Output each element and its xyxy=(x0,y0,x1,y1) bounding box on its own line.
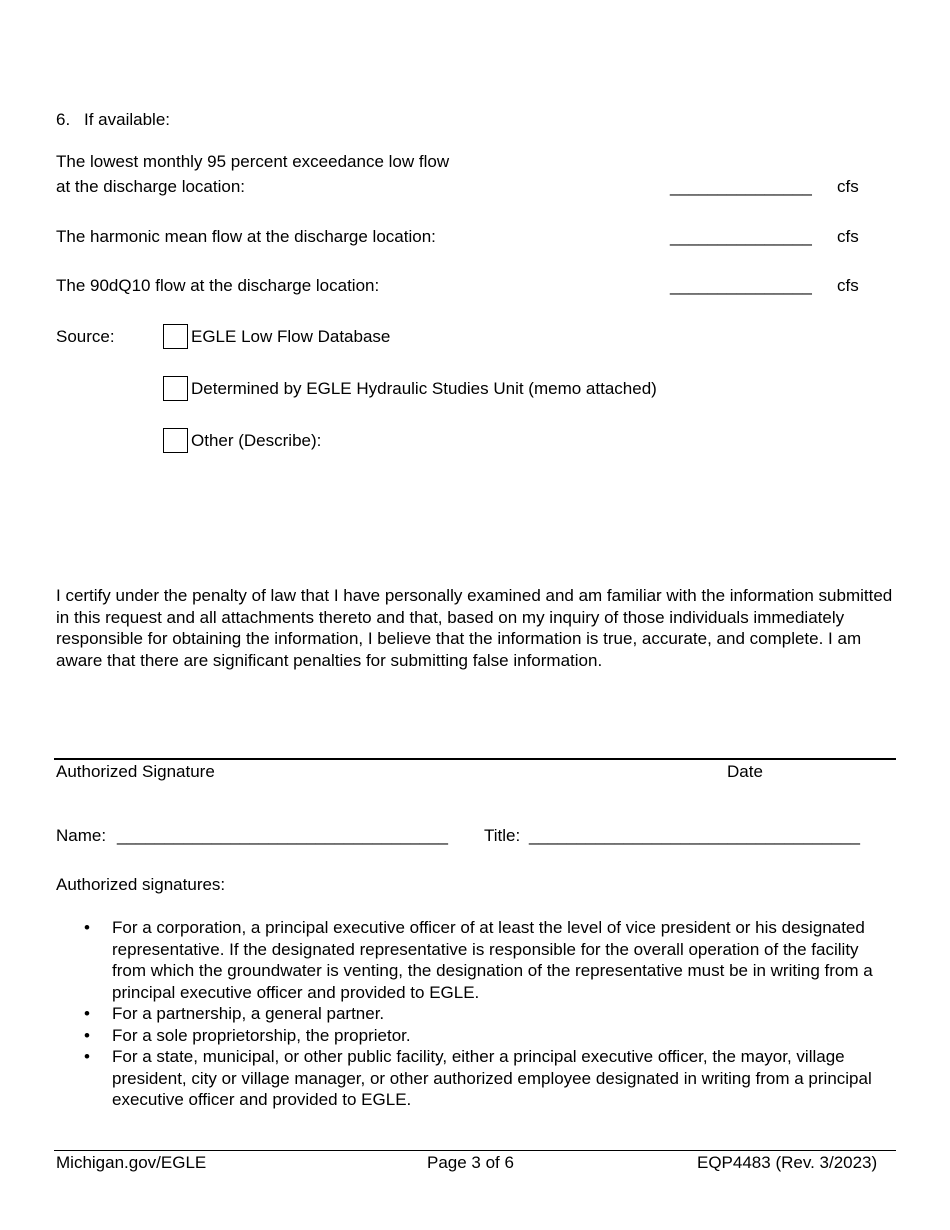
bullet-icon: • xyxy=(84,918,90,937)
signature-line[interactable] xyxy=(54,758,896,760)
date-label: Date xyxy=(727,762,763,781)
source-other-checkbox[interactable] xyxy=(163,428,188,453)
list-item-text: For a corporation, a principal executive officer of at least the level of vice president or his designated representative. If the designated representative is responsible for the overall operation of the facility from which the groundwater is venting, the designation of the representative must be in writing from a principal executive officer and provided to EGLE. xyxy=(112,918,873,1002)
title-label: Title: xyxy=(484,826,521,845)
source-label: Source: xyxy=(56,327,115,346)
footer-divider xyxy=(54,1150,896,1151)
list-item xyxy=(56,1025,896,1047)
list-item xyxy=(56,917,896,1003)
source-low-flow-checkbox[interactable] xyxy=(163,324,188,349)
question-number: 6. xyxy=(56,110,71,129)
low-flow-label-line1: The lowest monthly 95 percent exceedance low flow xyxy=(56,152,450,171)
bullet-icon: • xyxy=(84,1004,90,1023)
authorized-signatures-list xyxy=(56,917,896,1111)
source-low-flow-label: EGLE Low Flow Database xyxy=(191,327,391,346)
low-flow-input[interactable]: _______________ xyxy=(670,177,812,196)
name-input[interactable]: ___________________________________ xyxy=(117,826,448,845)
harmonic-mean-input[interactable]: _______________ xyxy=(670,227,812,246)
list-item xyxy=(56,1003,896,1025)
low-flow-unit: cfs xyxy=(837,177,859,196)
name-label: Name: xyxy=(56,826,107,845)
low-flow-label-line2: at the discharge location: xyxy=(56,177,246,196)
footer-form-number: EQP4483 (Rev. 3/2023) xyxy=(697,1153,878,1172)
list-item-text: For a state, municipal, or other public facility, either a principal executive officer, the mayor, village president, city or village manager, or other authorized employee designated in writing from a principal executive officer and provided to EGLE. xyxy=(112,1047,872,1109)
bullet-icon: • xyxy=(84,1025,90,1045)
source-hydraulic-checkbox[interactable] xyxy=(163,376,188,401)
authorized-signatures-heading: Authorized signatures: xyxy=(56,875,226,894)
q10-unit: cfs xyxy=(837,276,859,295)
question-heading: If available: xyxy=(84,110,170,129)
source-hydraulic-label: Determined by EGLE Hydraulic Studies Unit (memo attached) xyxy=(191,379,657,398)
q10-input[interactable]: _______________ xyxy=(670,276,812,295)
list-item xyxy=(56,1046,896,1111)
footer-page-number: Page 3 of 6 xyxy=(427,1153,514,1172)
harmonic-mean-unit: cfs xyxy=(837,227,859,246)
title-input[interactable]: ___________________________________ xyxy=(529,826,860,845)
authorized-signature-label: Authorized Signature xyxy=(56,762,215,781)
footer-website: Michigan.gov/EGLE xyxy=(56,1153,207,1172)
certification-text: I certify under the penalty of law that I have personally examined and am familiar with the information submitted in this request and all attachments thereto and that, based on my inquiry of those individuals immediately responsible for obtaining the information, I believe that the information is true, accurate, and complete. I am aware that there are significant penalties for submitting false information. xyxy=(56,586,893,670)
bullet-icon: • xyxy=(84,1047,90,1066)
source-other-label: Other (Describe): xyxy=(191,431,322,450)
q10-label: The 90dQ10 flow at the discharge location: xyxy=(56,276,380,295)
list-item-text: For a partnership, a general partner. xyxy=(112,1004,385,1023)
harmonic-mean-label: The harmonic mean flow at the discharge location: xyxy=(56,227,436,246)
list-item-text: For a sole proprietorship, the proprietor. xyxy=(112,1025,411,1045)
